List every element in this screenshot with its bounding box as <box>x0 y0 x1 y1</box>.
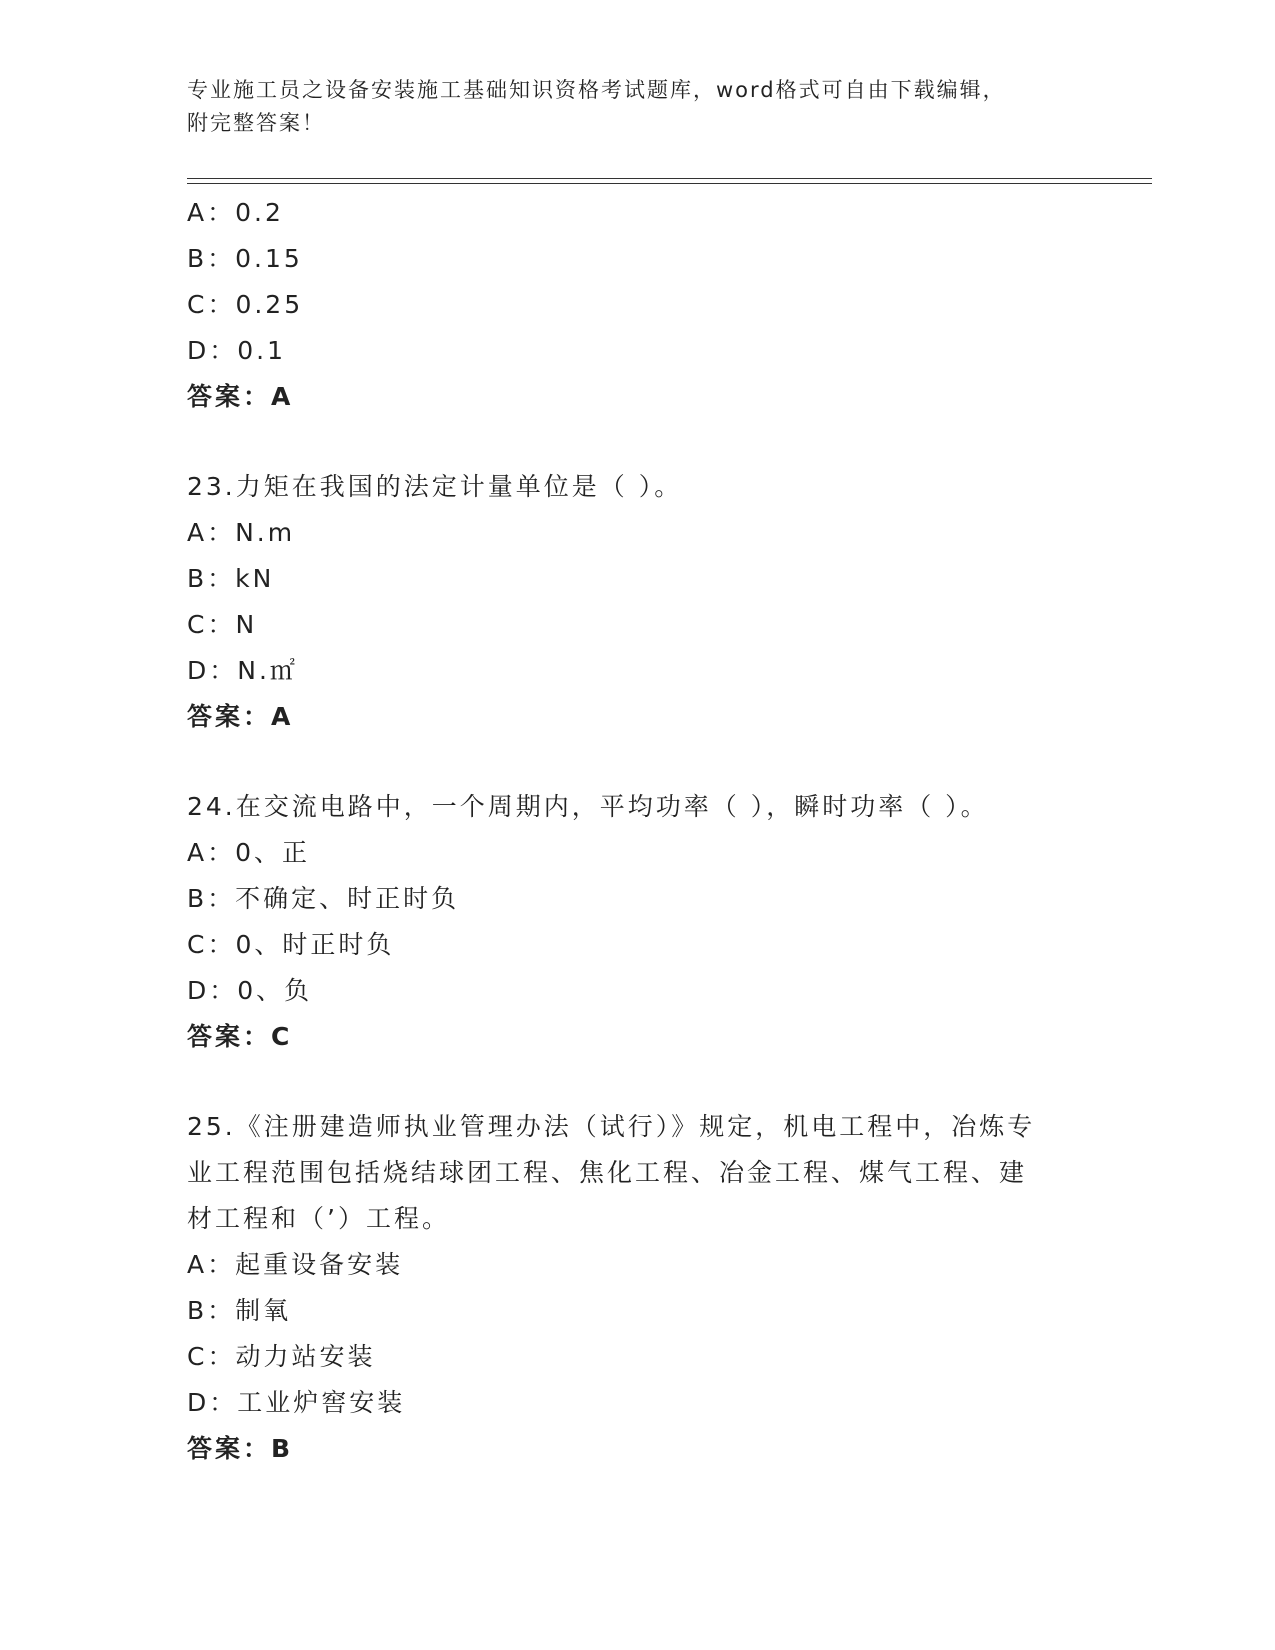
question-stem: 24.在交流电路中，一个周期内，平均功率（ ），瞬时功率（ ）。 <box>187 792 989 821</box>
option-d: D：0.1 <box>187 336 287 365</box>
option-a: A：0.2 <box>187 198 284 227</box>
document-header <box>187 74 1067 140</box>
option-a: A：起重设备安装 <box>187 1250 404 1279</box>
header-line-2: 附完整答案！ <box>187 111 325 135</box>
option-a: A：0、正 <box>187 838 311 867</box>
question-23 <box>187 464 1087 740</box>
option-c: C：动力站安装 <box>187 1342 376 1371</box>
answer-value: B <box>271 1434 294 1463</box>
spacer <box>187 740 1087 784</box>
answer-line <box>187 694 1087 740</box>
answer-line <box>187 374 1087 420</box>
option-a: A：N.m <box>187 518 296 547</box>
answer-label: 答案： <box>187 382 272 411</box>
question-stem-line-3: 材工程和（’）工程。 <box>187 1204 450 1233</box>
answer-label: 答案： <box>187 1434 272 1463</box>
answer-value: A <box>271 702 294 731</box>
option-d: D：N.㎡ <box>187 656 298 685</box>
answer-value: C <box>271 1022 293 1051</box>
answer-label: 答案： <box>187 1022 272 1051</box>
question-list <box>187 190 1087 1472</box>
option-c: C：0、时正时负 <box>187 930 395 959</box>
question-25 <box>187 1104 1087 1472</box>
option-c: C：N <box>187 610 258 639</box>
question-22-continued <box>187 190 1087 420</box>
header-divider <box>187 178 1152 184</box>
question-24 <box>187 784 1087 1060</box>
question-stem-line-2: 业工程范围包括烧结球团工程、焦化工程、冶金工程、煤气工程、建 <box>187 1158 1028 1187</box>
option-b: B：制氧 <box>187 1296 292 1325</box>
spacer <box>187 1060 1087 1104</box>
answer-value: A <box>271 382 294 411</box>
answer-label: 答案： <box>187 702 272 731</box>
question-stem-line-1: 25.《注册建造师执业管理办法（试行）》规定，机电工程中，冶炼专 <box>187 1112 1036 1141</box>
option-d: D：工业炉窖安装 <box>187 1388 406 1417</box>
question-stem: 23.力矩在我国的法定计量单位是（ ）。 <box>187 472 683 501</box>
option-c: C：0.25 <box>187 290 304 319</box>
option-b: B：kN <box>187 564 275 593</box>
answer-line <box>187 1014 1087 1060</box>
spacer <box>187 420 1087 464</box>
answer-line <box>187 1426 1087 1472</box>
option-d: D：0、负 <box>187 976 313 1005</box>
option-b: B：0.15 <box>187 244 303 273</box>
header-line-1: 专业施工员之设备安装施工基础知识资格考试题库，word格式可自由下载编辑， <box>187 78 1006 102</box>
option-b: B：不确定、时正时负 <box>187 884 460 913</box>
